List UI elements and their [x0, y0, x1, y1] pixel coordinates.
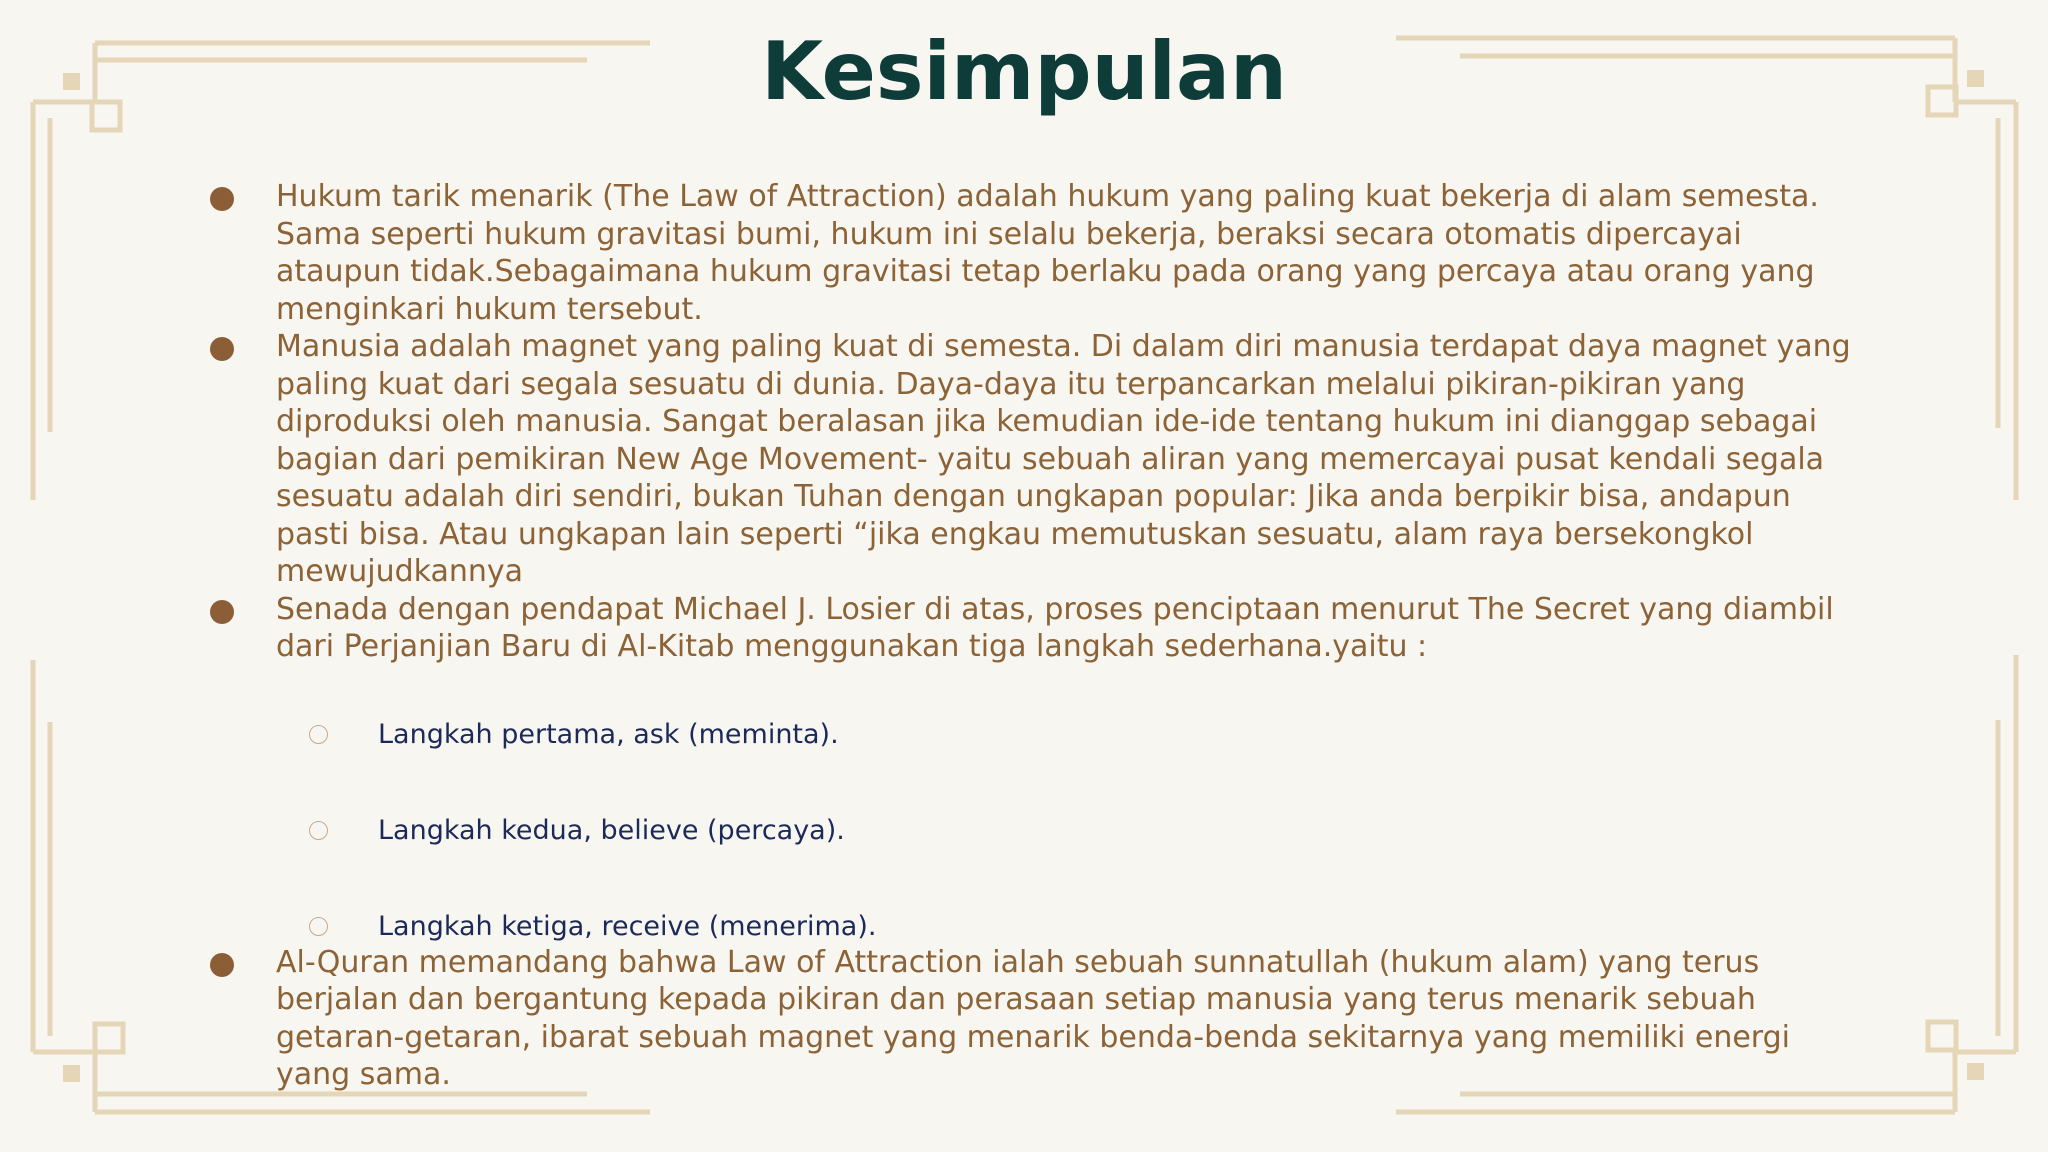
- sub-item-text: Langkah ketiga, receive (menerima).: [378, 910, 877, 942]
- filled-circle-bullet-icon: [210, 600, 234, 624]
- hollow-circle-bullet-icon: [309, 821, 328, 840]
- bullet-item: [210, 591, 1870, 666]
- bullet-text: Manusia adalah magnet yang paling kuat di semesta. Di dalam diri manusia terdapat daya magnet yang paling kuat dari segala sesuatu di dunia. Daya-daya itu terpancarkan melalui pikiran-pikiran yang diproduksi oleh manusia. Sangat beralasan jika kemudian ide-ide tentang hukum ini dianggap sebagai bagian dari pemikiran New Age Movement- yaitu sebuah aliran yang memercayai pusat kendali segala sesuatu adalah diri sendiri, bukan Tuhan dengan ungkapan popular: Jika anda berpikir bisa, andapun pasti bisa. Atau ungkapan lain seperti “jika engkau memutuskan sesuatu, alam raya bersekongkol mewujudkannya: [276, 329, 1851, 589]
- bullet-text: Al-Quran memandang bahwa Law of Attraction ialah sebuah sunnatullah (hukum alam) yang terus berjalan dan bergantung kepada pikiran dan perasaan setiap manusia yang terus menarik sebuah getaran-getaran, ibarat sebuah magnet yang menarik benda-benda sekitarnya yang memiliki energi yang sama.: [276, 944, 1790, 1092]
- bullet-item: [210, 328, 1870, 591]
- slide-title: Kesimpulan: [761, 25, 1287, 118]
- sub-item-text: Langkah pertama, ask (meminta).: [378, 718, 839, 750]
- sub-list-item: [210, 814, 1870, 848]
- bullet-item: [210, 178, 1870, 328]
- sub-list-item: [210, 718, 1870, 752]
- filled-circle-bullet-icon: [210, 337, 234, 361]
- hollow-circle-bullet-icon: [309, 725, 328, 744]
- sub-list-item: [210, 910, 1870, 944]
- filled-circle-bullet-icon: [210, 187, 234, 211]
- filled-circle-bullet-icon: [210, 953, 234, 977]
- bullet-text: Hukum tarik menarik (The Law of Attraction) adalah hukum yang paling kuat bekerja di alam semesta. Sama seperti hukum gravitasi bumi, hukum ini selalu bekerja, beraksi secara otomatis dipercayai ataupun tidak.Sebagaimana hukum gravitasi tetap berlaku pada orang yang percaya atau orang yang menginkari hukum tersebut.: [276, 179, 1819, 327]
- corner-ornament-icon: [63, 1065, 80, 1082]
- steps-sub-list: [210, 718, 1870, 944]
- corner-ornament-icon: [1967, 1063, 1984, 1080]
- bullet-text: Senada dengan pendapat Michael J. Losier di atas, proses penciptaan menurut The Secret yang diambil dari Perjanjian Baru di Al-Kitab menggunakan tiga langkah sederhana.yaitu :: [276, 591, 1834, 664]
- bullet-item: [210, 944, 1870, 1094]
- sub-item-text: Langkah kedua, believe (percaya).: [378, 814, 845, 846]
- bullet-list: [210, 178, 1870, 1094]
- hollow-circle-bullet-icon: [309, 917, 328, 936]
